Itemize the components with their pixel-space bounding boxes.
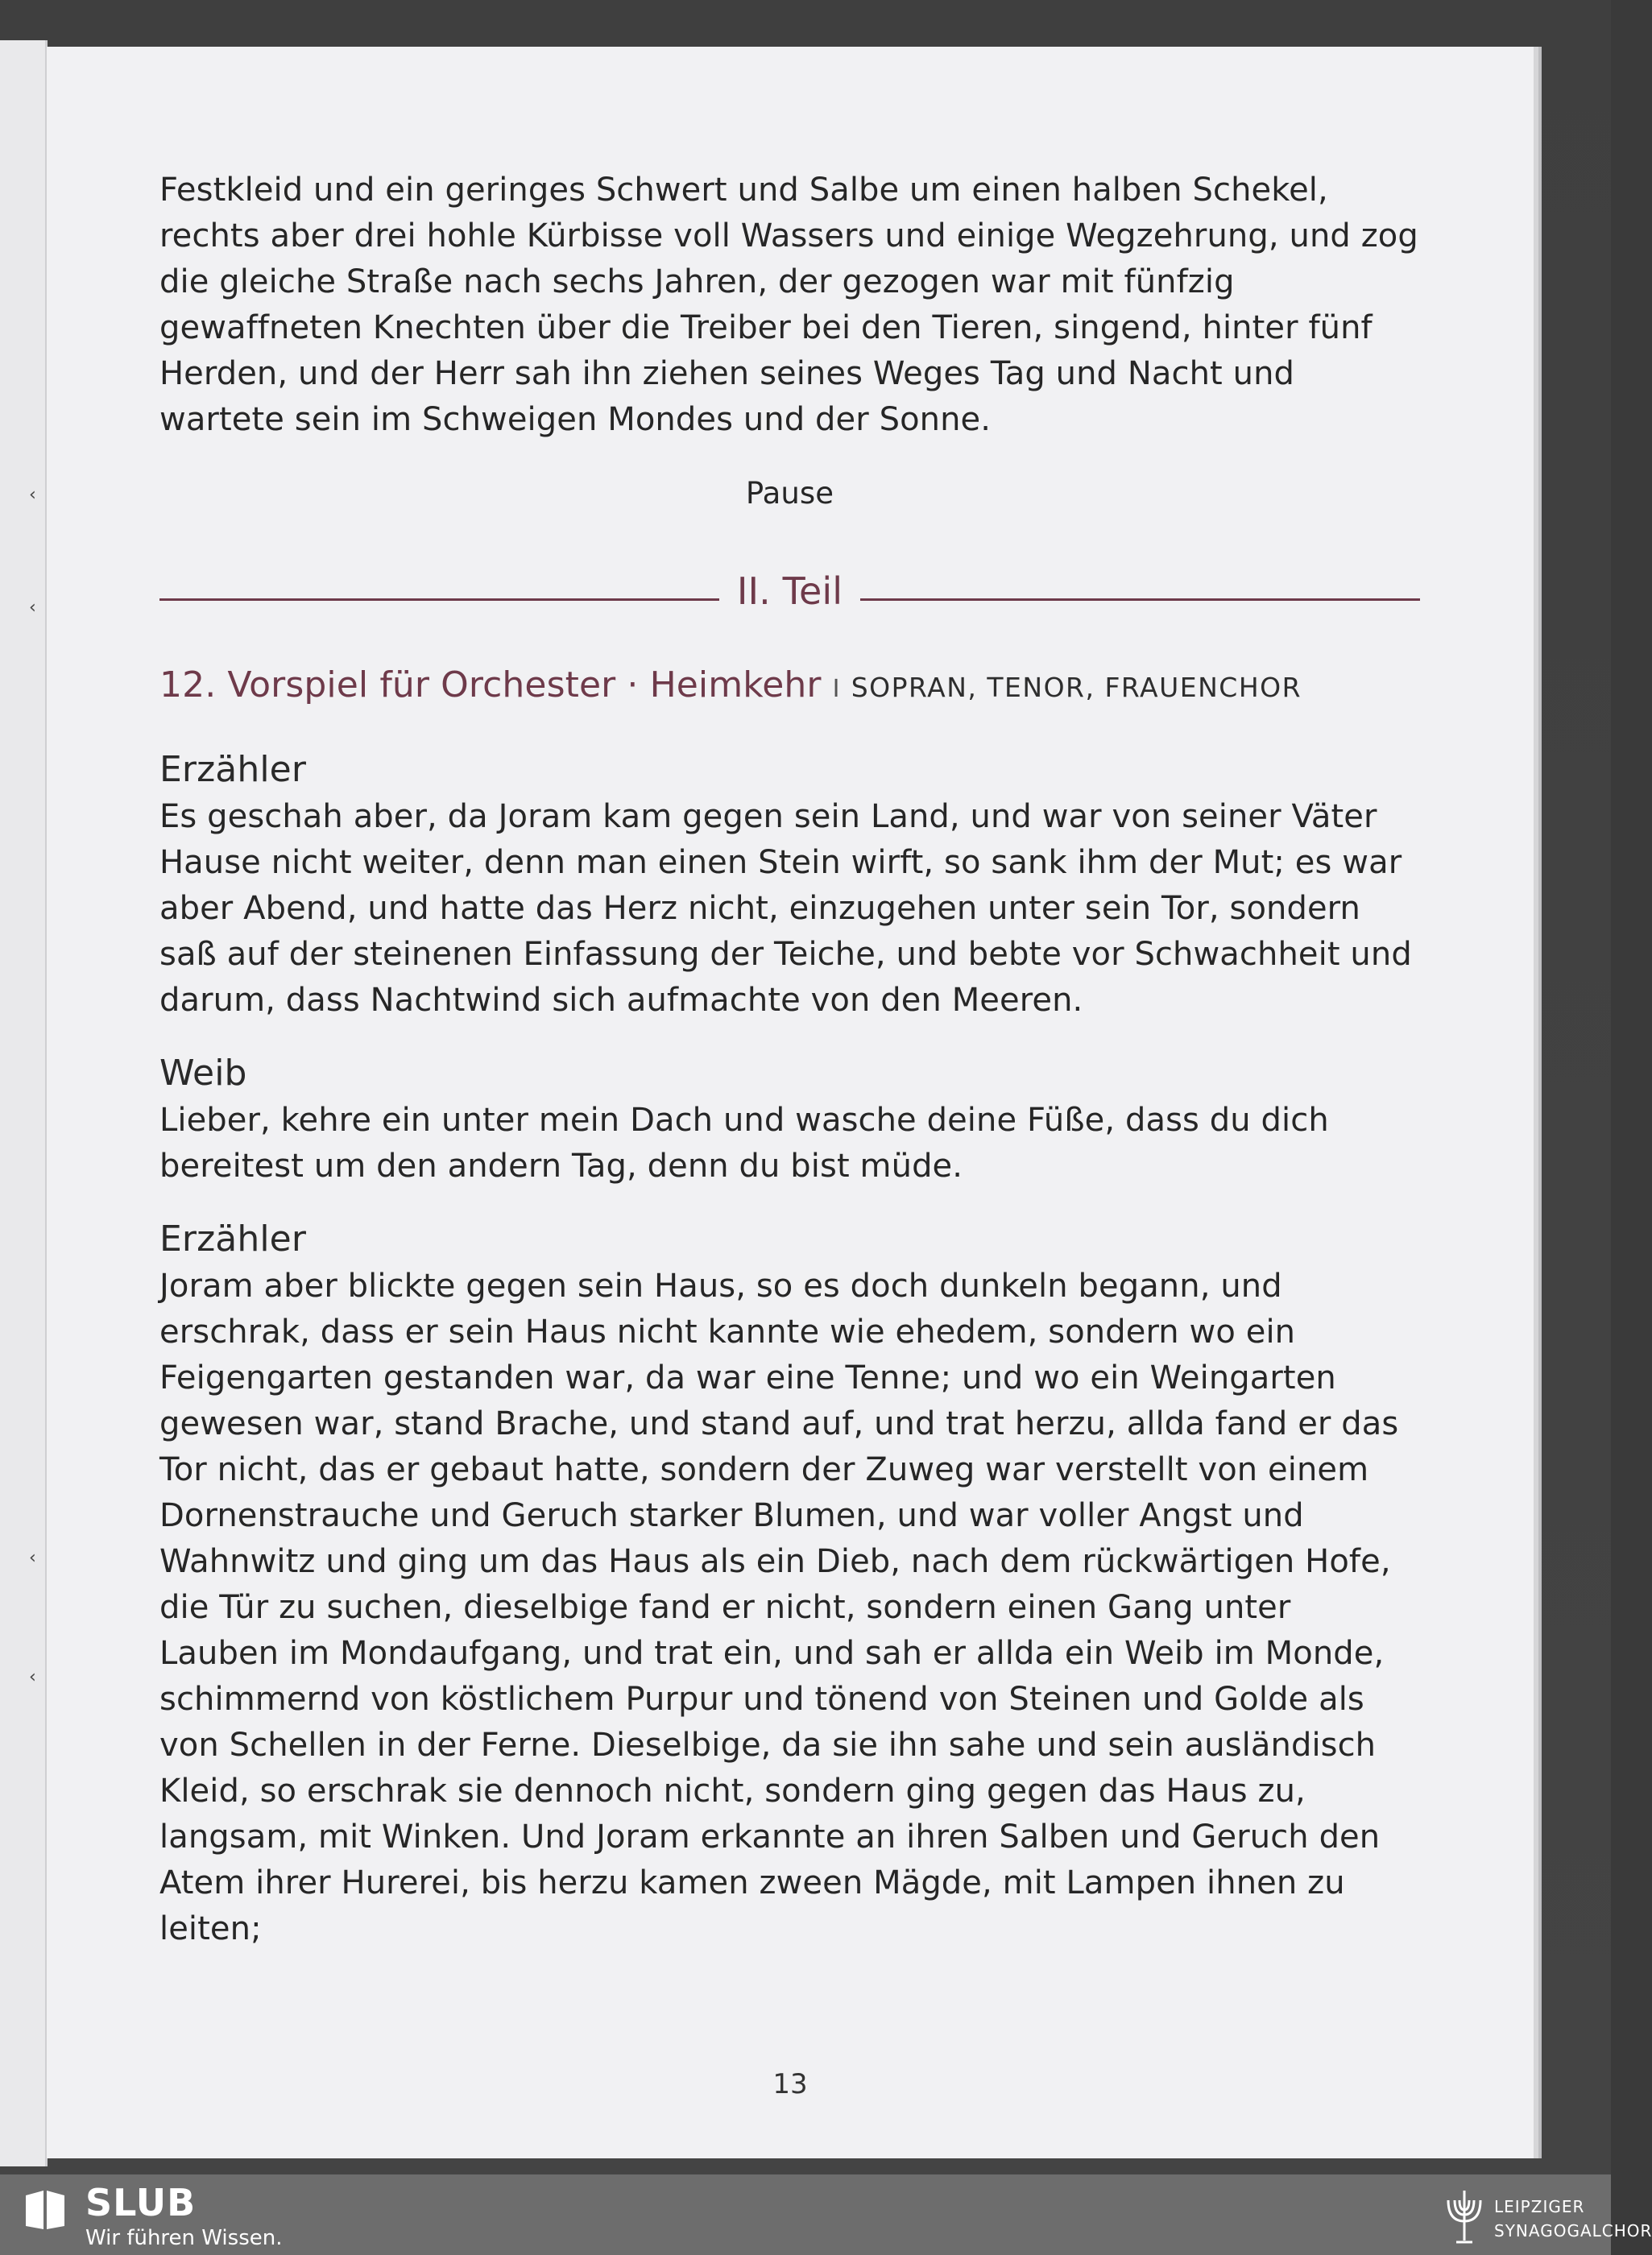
pause-label: Pause [745, 476, 834, 511]
library-name: SLUB [85, 2181, 197, 2224]
number-title: 12. Vorspiel für Orchester · Heimkehr [159, 664, 822, 705]
page-content [159, 168, 1420, 1952]
page-number: 13 [772, 2068, 808, 2100]
part-title: II. Teil [736, 569, 843, 613]
footer-bar [0, 2174, 1652, 2255]
number-separator: I [832, 675, 840, 703]
speaker-heading: Erzähler [159, 749, 307, 790]
staple-mark: ‹ [29, 485, 36, 505]
part-rule-left [159, 598, 719, 601]
number-heading [159, 661, 1420, 714]
slub-book-icon [24, 2187, 66, 2232]
choir-name-line2: SYNAGOGALCHOR [1494, 2221, 1652, 2241]
menorah-icon [1442, 2184, 1487, 2249]
speaker-text: Joram aber blickte gegen sein Haus, so es doch dunkeln begann, und erschrak, dass er sein Haus nicht kannte wie ehedem, sondern wo ein Feigengarten gestanden war, da war eine Tenne; und wo ein Weingarten gewesen war, stand Brache, und stand auf, und trat herzu, allda fand er das Tor nicht, das er gebaut hatte, sondern der Zuweg war verstellt von einem Dornenstrauche und Geruch starker Blumen, und war voller Angst und Wahnwitz und ging um das Haus als ein Dieb, nach dem rückwärtigen Hofe, die Tür zu suchen, dieselbige fand er nicht, sondern einen Gang unter Lauben im Mondaufgang, und trat ein, und sah er allda ein Weib im Monde, schimmernd von köstlichem Purpur und tönend von Steinen und Golde als von Schellen in der Ferne. Dieselbige, da sie ihn sahe und sein ausländisch Kleid, so erschrak sie dennoch nicht, sondern ging gegen das Haus zu, langsam, mit Winken. Und Joram erkannte an ihren Salben und Geruch den Atem ihrer Hurerei, bis herzu kamen zween Mägde, mit Lampen ihnen zu leiten; [159, 1268, 1399, 1947]
choir-name-line1: LEIPZIGER [1494, 2197, 1585, 2216]
number-voices: SOPRAN, TENOR, FRAUENCHOR [851, 672, 1302, 703]
speaker-text: Lieber, kehre ein unter mein Dach und wasche deine Füße, dass du dich bereitest um den andern Tag, denn du bist müde. [159, 1102, 1329, 1185]
staple-mark: ‹ [29, 1667, 36, 1687]
left-page-edge [0, 40, 48, 2166]
intro-paragraph: Festkleid und ein geringes Schwert und Salbe um einen halben Schekel, rechts aber drei hohle Kürbisse voll Wassers und einige Wegzehrung, und zog die gleiche Straße nach sechs Jahren, der gezogen war mit fünfzig gewaffneten Knechten über die Treiber bei den Tieren, singend, hinter fünf Herden, und der Herr sah ihn ziehen seines Weges Tag und Nacht und wartete sein im Schweigen Mondes und der Sonne. [159, 172, 1418, 438]
speaker-text: Es geschah aber, da Joram kam gegen sein Land, und war von seiner Väter Hause nicht weiter, denn man einen Stein wirft, so sank ihm der Mut; es war aber Abend, und hatte das Herz nicht, einzugehen unter sein Tor, sondern saß auf der steinenen Einfassung der Teiche, und bebte vor Schwachheit und darum, dass Nachtwind sich aufmachte von den Meeren. [159, 798, 1412, 1019]
part-heading [159, 563, 1420, 619]
speaker-heading: Erzähler [159, 1219, 307, 1260]
booklet-page [47, 47, 1534, 2158]
staple-mark: ‹ [29, 598, 36, 618]
part-rule-right [860, 598, 1420, 601]
library-tagline: Wir führen Wissen. [85, 2226, 283, 2250]
staple-mark: ‹ [29, 1548, 36, 1568]
speaker-heading: Weib [159, 1053, 247, 1094]
